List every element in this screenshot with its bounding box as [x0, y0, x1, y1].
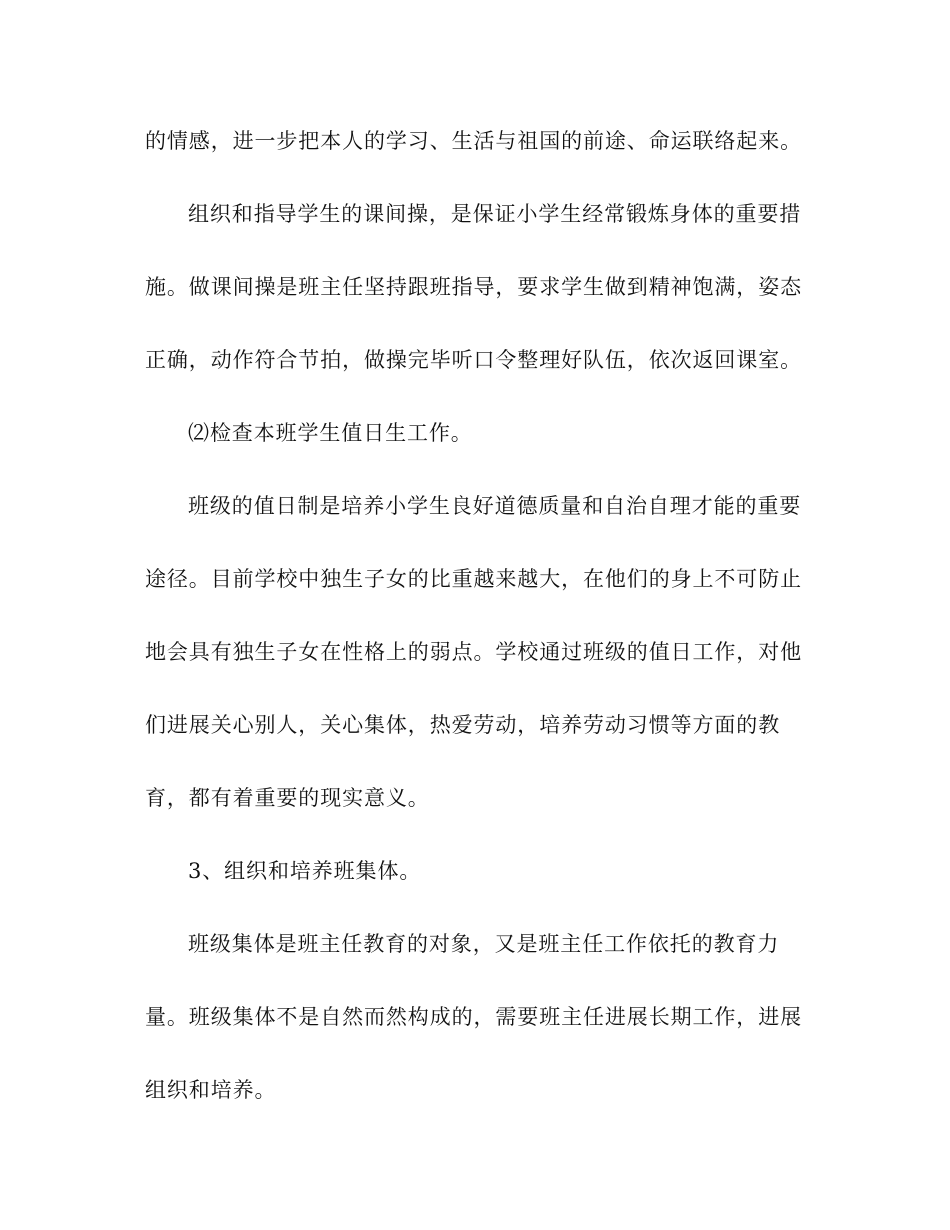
paragraph-start-line: 组织和指导学生的课间操，是保证小学生经常锻炼身体的重要措	[188, 202, 802, 226]
section-heading: 3、组织和培养班集体。	[188, 859, 422, 883]
text-line: 地会具有独生子女在性格上的弱点。学校通过班级的值日工作，对他	[145, 640, 802, 664]
text-line: 正确，动作符合节拍，做操完毕听口令整理好队伍，依次返回课室。	[145, 348, 802, 372]
text-line: 们进展关心别人，关心集体，热爱劳动，培养劳动习惯等方面的教	[145, 713, 781, 737]
text-line: 育，都有着重要的现实意义。	[145, 786, 430, 810]
text-line: 途径。目前学校中独生子女的比重越来越大，在他们的身上不可防止	[145, 567, 802, 591]
paragraph-start-line: 班级的值日制是培养小学生良好道德质量和自治自理才能的重要	[188, 494, 802, 518]
paragraph-start-line: 班级集体是班主任教育的对象，又是班主任工作依托的教育力	[188, 932, 780, 956]
text-line: 的情感，进一步把本人的学习、生活与祖国的前途、命运联络起来。	[145, 129, 802, 153]
text-line: 施。做课间操是班主任坚持跟班指导，要求学生做到精神饱满，姿态	[145, 275, 802, 299]
text-line: 量。班级集体不是自然而然构成的，需要班主任进展长期工作，进展	[145, 1005, 802, 1029]
section-heading: ⑵检查本班学生值日生工作。	[188, 421, 473, 445]
text-line: 组织和培养。	[145, 1078, 277, 1102]
